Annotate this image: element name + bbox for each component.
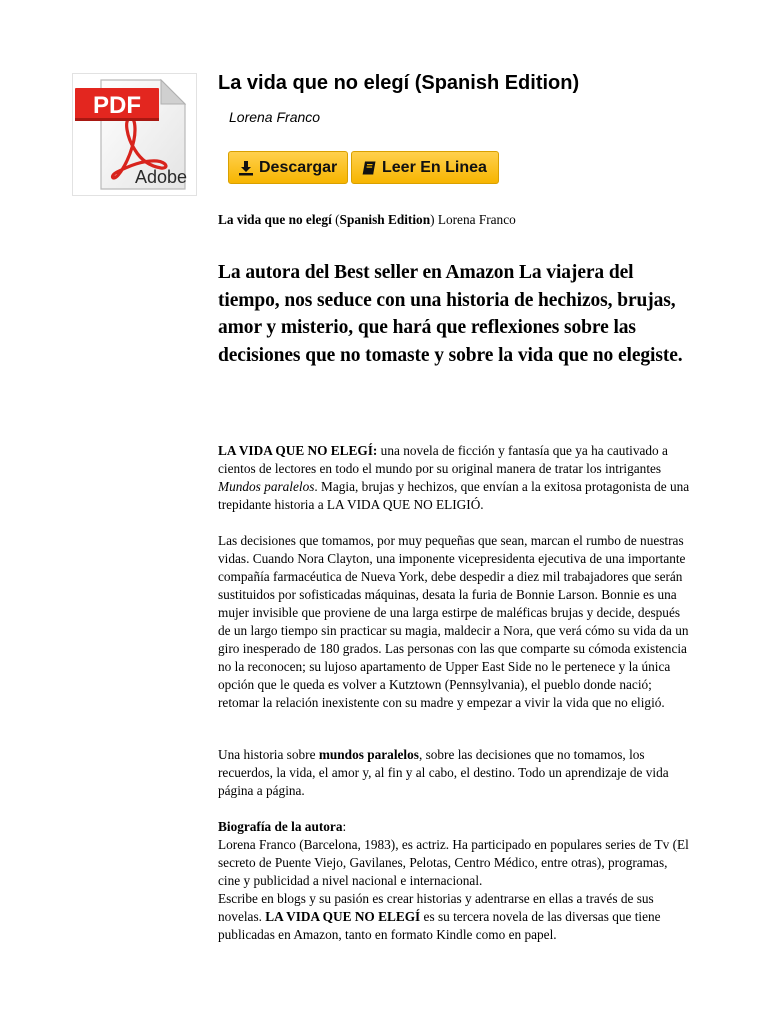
p1-text-2: . Magia, brujas y hechizos, que envían a la exitosa protagonista de una trepidante historia a LA VIDA QUE NO ELIGIÓ.: [218, 479, 690, 512]
book-icon: [361, 160, 377, 176]
author-biography: [218, 818, 690, 944]
byline-paren-open: (: [331, 212, 340, 227]
description-paragraph-2: Las decisiones que tomamos, por muy pequeñas que sean, marcan el rumbo de nuestras vidas. Cuando Nora Clayton, una imponente vicepresidenta ejecutiva de una importante compañía farmacéutica de Nueva York, debe despedir a diez mil trabajadores que serán sustituidos por sofisticadas máquinas, desata la furia de Bonnie Larson. Bonnie es una mujer invisible que proviene de una larga estirpe de maléficas brujas y decide, después de un largo tiempo sin practicar su magia, maldecir a Nora, que verá cómo su vida da un giro inesperado de 180 grados. Las personas con las que comparte su cómoda existencia no la reconocen; su lujoso apartamento de Upper East Side no le pertenece y la única opción que le queda es volver a Kutztown (Pennsylvania), el pueblo donde nació; retomar la relación inexistente con su madre y empezar a vivir la vida que no eligió.: [218, 533, 689, 710]
p3-text-1: Una historia sobre: [218, 747, 319, 762]
author-name: Lorena Franco: [229, 109, 321, 125]
byline-title: La vida que no elegí: [218, 212, 332, 227]
p1-italic: Mundos paralelos: [218, 479, 315, 494]
biography-line-2a: Escribe en blogs y su pasión es crear historias y adentrarse en ellas a través de sus novelas.: [218, 891, 654, 924]
download-icon: [238, 160, 254, 176]
download-button-label: Descargar: [259, 158, 338, 176]
description-paragraph-1: [218, 442, 690, 514]
byline: [218, 211, 690, 229]
biography-heading: Biografía de la autora: [218, 819, 343, 834]
p3-text-2: , sobre las decisiones que no tomamos, los recuerdos, la vida, el amor y, al fin y al cabo, el destino. Todo un aprendizaje de vida página a página.: [218, 747, 669, 798]
page-title: La vida que no elegí (Spanish Edition): [218, 72, 580, 94]
byline-edition: Spanish Edition: [339, 212, 431, 227]
read-online-button-label: Leer En Linea: [382, 158, 487, 176]
byline-author: Lorena Franco: [437, 212, 516, 227]
pdf-file-icon: [72, 73, 197, 196]
biography-book-title: LA VIDA QUE NO ELEGÍ: [265, 909, 421, 924]
description-paragraph-3: [218, 746, 690, 800]
biography-line-2c: es su tercera novela de las diversas que tiene publicadas en Amazon, tanto en formato Kindle como en papel.: [218, 909, 661, 942]
byline-paren-close: ): [430, 212, 438, 227]
p1-lead: LA VIDA QUE NO ELEGÍ:: [218, 443, 378, 458]
tagline: La autora del Best seller en Amazon La viajera del tiempo, nos seduce con una historia de hechizos, brujas, amor y misterio, que hará que reflexiones sobre las decisiones que no tomaste y sobre la vida que no elegiste.: [218, 262, 683, 366]
adobe-brand-text: Adobe: [134, 167, 188, 187]
biography-colon: :: [342, 819, 347, 834]
p3-bold: mundos paralelos: [318, 747, 419, 762]
download-button[interactable]: [228, 151, 348, 184]
biography-line-1: Lorena Franco (Barcelona, 1983), es actriz. Ha participado en populares series de Tv (El secreto de Puente Viejo, Gavilanes, Pelotas, Centro Médico, entre otras), programas, cine y publicidad a nivel nacional e internacional.: [218, 837, 689, 888]
p1-text-1: una novela de ficción y fantasía que ya ha cautivado a cientos de lectores en todo el mundo por su original manera de tratar los intrigantes: [218, 443, 668, 476]
pdf-badge-text: PDF: [93, 92, 141, 119]
read-online-button[interactable]: [351, 151, 499, 184]
